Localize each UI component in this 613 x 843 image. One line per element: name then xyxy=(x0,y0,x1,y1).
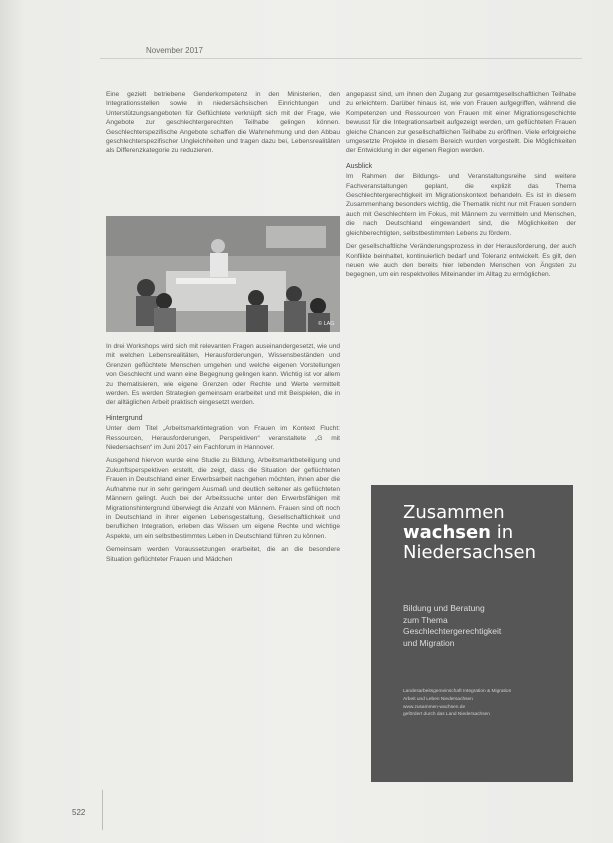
workshop-photo xyxy=(106,216,340,332)
photo-caption: © LAG xyxy=(318,321,335,327)
promo-title-line-3: Niedersachsen xyxy=(403,542,537,563)
promo-small-3: www.zusammen-wachsen.de xyxy=(403,704,466,710)
promo-small-print xyxy=(403,688,563,719)
promo-sub-3: Geschlechtergerechtigkeit xyxy=(403,626,502,636)
left-paragraph-2: In drei Workshops wird sich mit relevanten Fragen auseinandergesetzt, wie und mit welchen Lebensrealitäten, Herausforderungen, Wissensbeständen und Grenzen geflüchtete Menschen umgehen und welche eigenen Vorstellungen von Geschlecht und wann eine Begegnung gelingen kann. Wichtig ist vor allem zu thematisieren, wie eigene Grenzen oder Rechte und Werte vermittelt werden. Es werden Strategien gemeinsam erarbeitet und mit Beispielen, die in der alltäglichen Arbeit praktisch eingesetzt werden. xyxy=(106,343,340,407)
left-paragraph-1: Eine gezielt betriebene Genderkompetenz in den Ministerien, den Integrationsstellen sowie in niedersächsischen Einrichtungen und Unterstützungsangeboten für Geflüchtete verknüpft sich mit der Frage, wie Angebote zur geschlechtergerechten Teilhabe gelingen können. Geschlechterspezifische Angebote schaffen die Wahrnehmung und den Abbau geschlechterspezifischer Ungleichheiten und tragen dazu bei, Lebensrealitäten als Differenzkategorie zu reduzieren. xyxy=(106,91,340,155)
promo-sub-1: Bildung und Beratung xyxy=(403,603,485,613)
promo-title-in: in xyxy=(491,522,514,543)
workshop-photo-illustration xyxy=(106,216,340,332)
left-paragraph-3: Ausgehend hiervon wurde eine Studie zu Bildung, Arbeitsmarktbeteiligung und Zukunftsperspektiven erstellt, die zeigt, dass die Situation der geflüchteten Frauen in Deutschland einer Erwerbsarbeit nachgehen möchten, ihnen aber die Aufnahme nur in sehr geringem Ausmaß und deutlich seltener als geflüchteten Männern gelingt. Auch bei der Arbeitssuche unter den Erwerbsfähigen mit Migrationshintergrund überwiegt die Anzahl von Männern. Frauen sind oft noch in Deutschland in ihrer eigenen Lebensgestaltung, Gesellschaftlichkeit und beruflichen Integration, erleben das Wissen um eigene Rechte und wichtige Aspekte, um ein selbstbestimmtes Leben in Deutschland führen zu können. xyxy=(106,457,340,540)
page-number: 522 xyxy=(72,808,86,817)
promo-small-4: gefördert durch das Land Niedersachsen xyxy=(403,712,490,718)
left-column-lower xyxy=(106,342,340,568)
page-number-rule xyxy=(102,790,103,830)
issue-header: November 2017 xyxy=(146,46,203,55)
right-column xyxy=(346,90,576,284)
ausblick-text: Im Rahmen der Bildungs- und Veranstaltungsreihe sind weitere Fachveranstaltungen geplant, die explizit das Thema Geschlechtergerechtigkeit im Migrationskontext behandeln. Es ist in diesem Zusammenhang besonders wichtig, die Thematik nicht nur mit Frauen sondern auch mit Geschlechtern im Fokus, mit Männern zu vermitteln und Menschen, die nach Deutschland eingewandert sind, die Möglichkeiten der gleichberechtigten, selbstbestimmten Lebens zu fördern. xyxy=(346,173,576,237)
right-paragraph-1: angepasst sind, um ihnen den Zugang zur gesamtgesellschaftlichen Teilhabe zu erleichtern. Darüber hinaus ist, wie von Frauen aufgegriffen, während die Kompetenzen und Ressourcen von Frauen mit einer Migrationsgeschichte bewusst für die Integrationsarbeit aufgezeigt werden, um geflüchteten Frauen gleiche Chancen zur gesellschaftlichen Teilhabe zu eröffnen. Viele erfolgreiche umgesetzte Projekte in diesem Bereich wurden vorgestellt. Die Möglichkeiten der Entwicklung in der eigenen Region werden. xyxy=(346,91,576,155)
promo-sub-2: zum Thema xyxy=(403,614,448,625)
promo-small-2: Arbeit und Leben Niedersachsen xyxy=(403,696,473,702)
left-paragraph-4: Gemeinsam werden Voraussetzungen erarbeitet, die an die besondere Situation geflüchteter Frauen und Mädchen xyxy=(106,546,340,563)
promo-sub-4: und Migration xyxy=(403,637,455,648)
promo-small-1: Landesarbeitsgemeinschaft Integration & Migration xyxy=(403,689,512,694)
promo-subtitle xyxy=(403,603,501,649)
ausblick-heading: Ausblick xyxy=(346,162,373,170)
left-column xyxy=(106,90,340,160)
promo-box xyxy=(371,485,573,782)
right-paragraph-2: Der gesellschaftliche Veränderungsprozess in der Herausforderung, der auch Konflikte beinhaltet, kontinuierlich bedarf und Toleranz entwickelt. Es gilt, den neuen wie auch den bereits hier lebenden Menschen von Ängsten zu begegnen, um ein respektvolles Miteinander im Alltag zu ermöglichen. xyxy=(346,243,576,279)
promo-title xyxy=(403,503,536,563)
promo-title-line-2 xyxy=(403,523,536,543)
promo-title-line-1: Zusammen xyxy=(403,502,505,523)
hintergrund-text: Unter dem Titel „Arbeitsmarktintegration von Frauen im Kontext Flucht: Ressourcen, Herausforderungen, Perspektiven“ veranstaltete „G mit Niedersachsen“ im Juni 2017 ein Fachforum in Hannover. xyxy=(106,425,340,452)
promo-title-bold: wachsen xyxy=(403,522,491,543)
header-rule xyxy=(100,58,582,59)
hintergrund-heading: Hintergrund xyxy=(106,414,143,422)
